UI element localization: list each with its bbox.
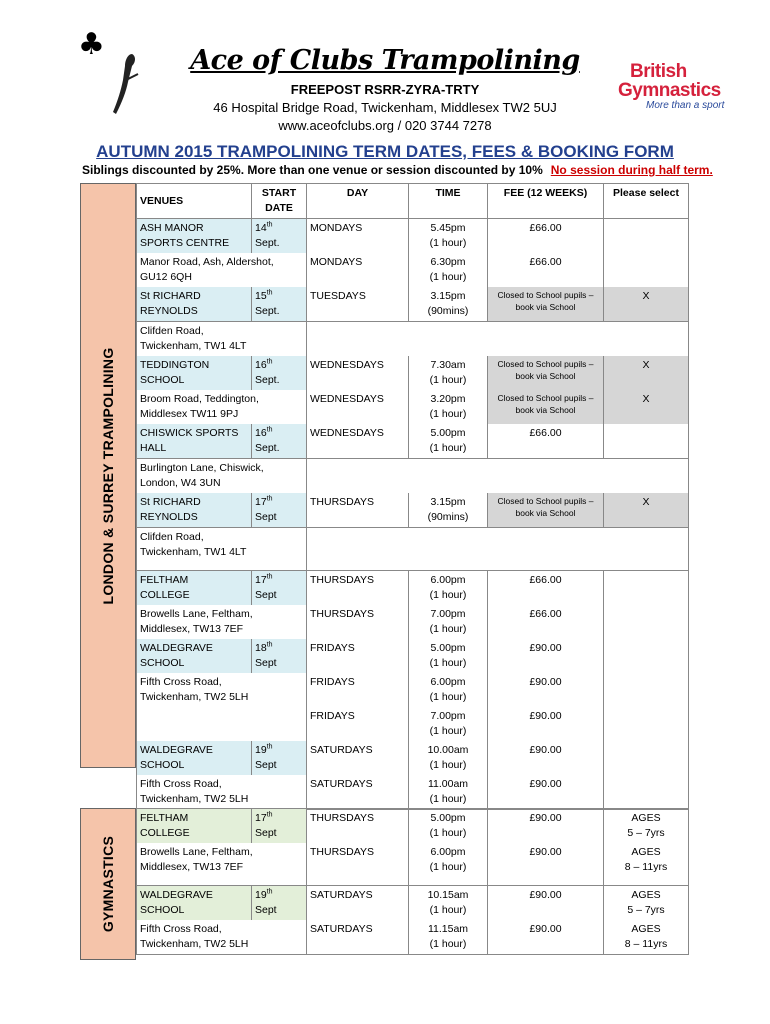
- table-row: CHISWICK SPORTS HALL 16th Sept. WEDNESDAYS 5.00pm (1 hour) £66.00: [137, 424, 689, 459]
- trampolining-table: [136, 183, 689, 810]
- table-header-row: [137, 184, 689, 219]
- col-day: DAY: [307, 184, 409, 219]
- select-cell[interactable]: AGES 8 – 11yrs: [604, 920, 689, 955]
- select-cell[interactable]: [604, 673, 689, 707]
- closed-note: Closed to School pupils – book via School: [488, 287, 604, 322]
- section-bar-gymnastics: [80, 808, 136, 960]
- freepost-address: FREEPOST RSRR-ZYRA-TRTY: [290, 82, 480, 97]
- half-term-note: No session during half term.: [550, 163, 713, 177]
- table-row: FELTHAM COLLEGE 17th Sept THURSDAYS 5.00pm (1 hour) £90.00 AGES 5 – 7yrs: [137, 809, 689, 844]
- table-row: Manor Road, Ash, Aldershot, GU12 6QH MONDAYS 6.30pm (1 hour) £66.00: [137, 253, 689, 287]
- website-phone: www.aceofclubs.org / 020 3744 7278: [278, 118, 492, 133]
- british-gymnastics-logo: British Gymnastics More than a sport: [618, 61, 725, 111]
- section-label-gymnastics: GYMNASTICS: [100, 835, 116, 933]
- section-bar-trampolining: [80, 183, 136, 768]
- discount-note: Siblings discounted by 25%. More than one venue or session discounted by 10% No session during half term.: [82, 163, 713, 177]
- select-cell[interactable]: [604, 219, 689, 254]
- select-cell[interactable]: AGES 5 – 7yrs: [604, 886, 689, 921]
- table-row: WALDEGRAVE SCHOOL 19th Sept SATURDAYS 10.15am (1 hour) £90.00 AGES 5 – 7yrs: [137, 886, 689, 921]
- table-row: Broom Road, Teddington, Middlesex TW11 9PJ WEDNESDAYS 3.20pm (1 hour) Closed to School pupils – book via School X: [137, 390, 689, 424]
- closed-note: Closed to School pupils – book via School: [488, 493, 604, 528]
- select-cell[interactable]: X: [604, 390, 689, 424]
- form-title: AUTUMN 2015 TRAMPOLINING TERM DATES, FEES & BOOKING FORM: [96, 142, 674, 161]
- table-row: Clifden Road, Twickenham, TW1 4LT: [137, 528, 689, 571]
- select-cell[interactable]: [604, 571, 689, 606]
- postal-address: 46 Hospital Bridge Road, Twickenham, Middlesex TW2 5UJ: [213, 100, 557, 115]
- col-time: TIME: [409, 184, 488, 219]
- gymnastics-table: [136, 808, 689, 955]
- select-cell[interactable]: X: [604, 493, 689, 528]
- select-cell[interactable]: [604, 775, 689, 810]
- select-cell[interactable]: [604, 605, 689, 639]
- col-start-date: START DATE: [252, 184, 307, 219]
- select-cell[interactable]: X: [604, 287, 689, 322]
- table-row: WALDEGRAVE SCHOOL 19th Sept SATURDAYS 10.00am (1 hour) £90.00: [137, 741, 689, 775]
- org-title: Ace of Clubs Trampolining: [190, 45, 580, 76]
- table-row: Fifth Cross Road, Twickenham, TW2 5LH SATURDAYS 11.15am (1 hour) £90.00 AGES 8 – 11yrs: [137, 920, 689, 955]
- table-row: Fifth Cross Road, Twickenham, TW2 5LH FRIDAYS 6.00pm (1 hour) £90.00: [137, 673, 689, 707]
- select-cell[interactable]: [604, 253, 689, 287]
- table-row: St RICHARD REYNOLDS 15th Sept. TUESDAYS 3.15pm (90mins) Closed to School pupils – book via School X: [137, 287, 689, 322]
- section-label-trampolining: LONDON & SURREY TRAMPOLINING: [100, 346, 116, 605]
- select-cell[interactable]: [604, 741, 689, 775]
- select-cell[interactable]: [604, 424, 689, 459]
- table-row: ASH MANOR SPORTS CENTRE 14th Sept. MONDAYS 5.45pm (1 hour) £66.00: [137, 219, 689, 254]
- select-cell[interactable]: AGES 8 – 11yrs: [604, 843, 689, 886]
- table-row: FRIDAYS 7.00pm (1 hour) £90.00: [137, 707, 689, 741]
- club-suit-icon: ♣: [78, 27, 105, 62]
- select-cell[interactable]: [604, 707, 689, 741]
- table-row: St RICHARD REYNOLDS 17th Sept THURSDAYS 3.15pm (90mins) Closed to School pupils – book via School X: [137, 493, 689, 528]
- table-row: Clifden Road, Twickenham, TW1 4LT: [137, 322, 689, 357]
- table-row: Burlington Lane, Chiswick, London, W4 3UN: [137, 459, 689, 494]
- table-row: Fifth Cross Road, Twickenham, TW2 5LH SATURDAYS 11.00am (1 hour) £90.00: [137, 775, 689, 810]
- col-fee: FEE (12 WEEKS): [488, 184, 604, 219]
- select-cell[interactable]: [604, 639, 689, 673]
- trampolinist-figure-icon: [110, 52, 140, 118]
- table-row: TEDDINGTON SCHOOL 16th Sept. WEDNESDAYS 7.30am (1 hour) Closed to School pupils – book via School X: [137, 356, 689, 390]
- table-row: FELTHAM COLLEGE 17th Sept THURSDAYS 6.00pm (1 hour) £66.00: [137, 571, 689, 606]
- col-select: Please select: [604, 184, 689, 219]
- select-cell[interactable]: X: [604, 356, 689, 390]
- closed-note: Closed to School pupils – book via School: [488, 390, 604, 424]
- col-venues: VENUES: [137, 184, 252, 219]
- table-row: Browells Lane, Feltham, Middlesex, TW13 7EF THURSDAYS 7.00pm (1 hour) £66.00: [137, 605, 689, 639]
- closed-note: Closed to School pupils – book via School: [488, 356, 604, 390]
- select-cell[interactable]: AGES 5 – 7yrs: [604, 809, 689, 844]
- table-row: Browells Lane, Feltham, Middlesex, TW13 7EF THURSDAYS 6.00pm (1 hour) £90.00 AGES 8 – 11yrs: [137, 843, 689, 886]
- table-row: WALDEGRAVE SCHOOL 18th Sept FRIDAYS 5.00pm (1 hour) £90.00: [137, 639, 689, 673]
